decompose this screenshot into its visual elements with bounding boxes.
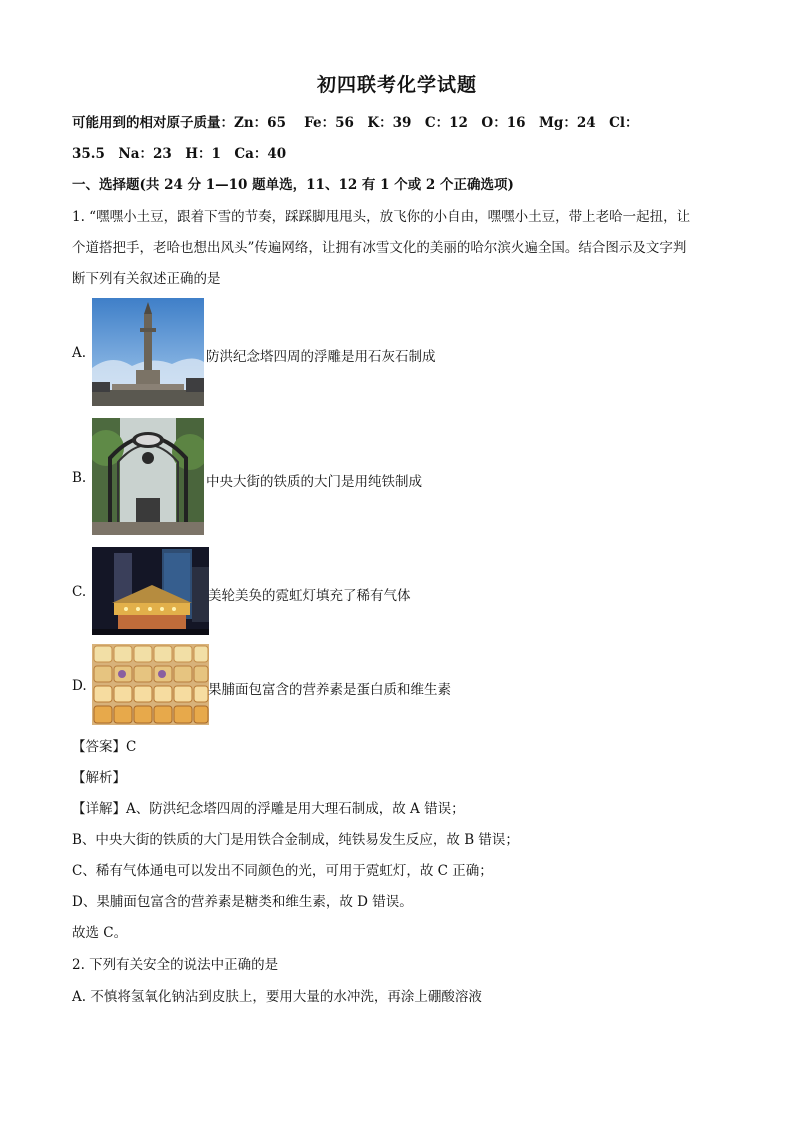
neon-carousel-image <box>92 547 209 635</box>
fruit-bread-image <box>92 644 209 725</box>
q1-detail-line-5: 故选 C。 <box>72 925 128 941</box>
q1-option-a-letter: A. <box>72 345 87 361</box>
central-street-gate-image <box>92 418 204 535</box>
q1-analysis-heading: 【解析】 <box>72 770 126 786</box>
q1-stem-line-3: 断下列有关叙述正确的是 <box>72 271 221 287</box>
q1-option-d-text: 果脯面包富含的营养素是蛋白质和维生素 <box>208 682 451 698</box>
page-title: 初四联考化学试题 <box>316 74 477 96</box>
q1-stem-line-1: 1. “嘿嘿小土豆，跟着下雪的节奏，踩踩脚甩甩头，放飞你的小自由，嘿嘿小土豆，带上老哈一起扭，让 <box>72 209 691 225</box>
atomic-mass-line-1: 可能用到的相对原子质量：Zn：65 Fe：56 K：39 C：12 O：16 Mg：24 Cl： <box>72 115 639 131</box>
q1-option-b-text: 中央大街的铁质的大门是用纯铁制成 <box>206 474 422 490</box>
flood-memorial-tower-image <box>92 298 204 406</box>
q1-answer: 【答案】C <box>72 739 137 755</box>
q2-stem: 2. 下列有关安全的说法中正确的是 <box>72 957 279 973</box>
q1-detail-line-2: B、中央大街的铁质的大门是用铁合金制成，纯铁易发生反应，故 B 错误； <box>72 832 519 848</box>
q1-detail-line-4: D、果脯面包富含的营养素是糖类和维生素，故 D 错误。 <box>72 894 413 910</box>
q1-option-c-letter: C. <box>72 584 87 600</box>
section-heading: 一、选择题(共 24 分 1—10 题单选，11、12 有 1 个或 2 个正确选项) <box>72 177 514 193</box>
q1-detail-line-1: 【详解】A、防洪纪念塔四周的浮雕是用大理石制成，故 A 错误； <box>72 801 465 817</box>
q1-option-c-text: 美轮美奂的霓虹灯填充了稀有气体 <box>208 588 411 604</box>
q1-detail-line-3: C、稀有气体通电可以发出不同颜色的光，可用于霓虹灯，故 C 正确； <box>72 863 493 879</box>
q1-option-a-text: 防洪纪念塔四周的浮雕是用石灰石制成 <box>206 349 436 365</box>
q1-stem-line-2: 个道搭把手，老哈也想出风头”传遍网络，让拥有冰雪文化的美丽的哈尔滨火遍全国。结合图示及文字判 <box>72 240 687 256</box>
q1-option-d-letter: D. <box>72 678 87 694</box>
q2-option-a: A. 不慎将氢氧化钠沾到皮肤上，要用大量的水冲洗，再涂上硼酸溶液 <box>72 989 482 1005</box>
q1-option-b-letter: B. <box>72 470 87 486</box>
atomic-mass-line-2: 35.5 Na：23 H：1 Ca：40 <box>72 146 287 162</box>
